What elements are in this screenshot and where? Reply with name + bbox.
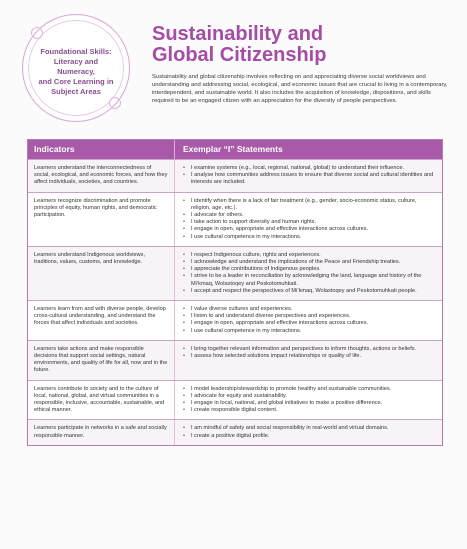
badge-text (35, 47, 117, 97)
statement-item: • I examine systems (e.g., local, regional, national, global) to understand their influence. (183, 165, 436, 172)
statements-cell (174, 247, 442, 300)
statement-item: • I create a positive digital profile. (183, 433, 436, 440)
table-row (28, 192, 442, 246)
statement-item: • I use cultural competence in my interactions. (183, 234, 436, 241)
header-statements: Exemplar “I” Statements (174, 140, 442, 159)
badge-line: Foundational Skills: (40, 47, 112, 56)
statement-item: • I use cultural competence in my interactions. (183, 328, 436, 335)
badge-line: Literacy and Numeracy, (53, 57, 99, 76)
statement-item: • I bring together relevant information and perspectives to inform thoughts, actions or beliefs. (183, 346, 436, 353)
statements-list (183, 306, 436, 335)
statement-item: • I engage in open, appropriate and effective interactions across cultures. (183, 320, 436, 327)
table-body (28, 159, 442, 445)
foundational-skills-badge (22, 14, 130, 122)
title-line-2: Global Citizenship (152, 44, 327, 66)
statement-item: • I advocate for others. (183, 212, 436, 219)
statements-list (183, 386, 436, 415)
statement-item: • I value diverse cultures and experiences. (183, 306, 436, 313)
table-header (28, 140, 442, 159)
header-indicators: Indicators (34, 144, 75, 154)
table-row (28, 246, 442, 300)
badge-line: Subject Areas (51, 87, 101, 96)
badge-line: and Core Learning in (38, 77, 114, 86)
table-row (28, 340, 442, 380)
indicator-cell: Learners understand the interconnectedness of social, ecological, and economic forces, and how they affect individuals, societies, and countries. (34, 165, 168, 186)
statements-cell (174, 193, 442, 246)
statement-item: • I accept and respect the perspectives of Mi’kmaq, Wolastoqey and Peskotomuhkati people. (183, 288, 436, 295)
indicator-cell: Learners understand Indigenous worldviews, traditions, values, customs, and knowledge. (34, 251, 146, 266)
statement-item: • I advocate for equity and sustainability. (183, 393, 436, 400)
table-row (28, 380, 442, 420)
statement-item: • I identify when there is a lack of fair treatment (e.g., gender, socio-economic status, culture, religion, age, etc.). (183, 198, 436, 212)
statements-list (183, 165, 436, 187)
table-row (28, 419, 442, 444)
statement-item: • I listen to and understand diverse perspectives and experiences. (183, 313, 436, 320)
statement-item: • I strive to be a leader in reconciliation by acknowledging the land, language and history of the Mi’kmaq, Wolastoqey and Peskotomuhkati. (183, 273, 436, 287)
statements-list (183, 198, 436, 241)
statements-cell (174, 301, 442, 340)
statement-item: • I appreciate the contributions of Indigenous peoples. (183, 266, 436, 273)
indicator-cell: Learners recognize discrimination and promote principles of equity, human rights, and democratic participation. (34, 197, 157, 219)
statements-cell (174, 160, 442, 192)
statement-item: • I assess how selected solutions impact relationships or quality of life. (183, 353, 436, 360)
statement-item: • I engage in local, national, and global initiatives to make a positive difference. (183, 400, 436, 407)
page-title (152, 24, 452, 66)
statement-item: • I analyse how communities address issues to ensure that diverse social and cultural identities and interests are included. (183, 172, 436, 186)
statements-list (183, 346, 436, 360)
statements-list (183, 252, 436, 295)
statement-item: • I acknowledge and understand the implications of the Peace and Friendship treaties. (183, 259, 436, 266)
statement-item: • I respect Indigenous culture, rights and experiences. (183, 252, 436, 259)
statements-cell (174, 420, 442, 444)
statements-cell (174, 341, 442, 380)
table-row (28, 159, 442, 192)
statement-item: • I engage in open, appropriate and effective interactions across cultures. (183, 226, 436, 233)
indicators-table (27, 139, 443, 446)
statement-item: • I model leadership/stewardship to promote healthy and sustainable communities. (183, 386, 436, 393)
indicator-cell: Learners contribute to society and to the culture of local, national, global, and virtual communities in a responsible, inclusive, accountable, sustainable, and ethical manner. (34, 385, 165, 414)
statement-item: • I create responsible digital content. (183, 407, 436, 414)
indicator-cell: Learners learn from and with diverse people, develop cross-cultural understanding, and understand the forces that affect individuals and societies. (34, 306, 166, 327)
indicator-cell: Learners take actions and make responsible decisions that support social settings, natural environments, and quality of life for all, now and in the future. (34, 345, 168, 374)
statements-cell (174, 381, 442, 420)
statement-item: • I take action to support diversity and human rights. (183, 219, 436, 226)
indicator-cell: Learners participate in networks in a safe and socially responsible manner. (34, 425, 167, 439)
table-row (28, 300, 442, 340)
statements-list (183, 425, 436, 439)
intro-paragraph: Sustainability and global citizenship involves reflecting on and appreciating diverse social worldviews and understanding and addressing social, ecological, and economic issues that are crucial to living in a contemporary, interdependent, and sustainable world. It also includes the acquisition of knowledge, dispositions, and skills required to be an engaged citizen with an appreciation for the diversity of people perspectives. (152, 74, 448, 104)
title-line-1: Sustainability and (152, 23, 324, 45)
statement-item: • I am mindful of safety and social responsibility in real-world and virtual domains. (183, 425, 436, 432)
